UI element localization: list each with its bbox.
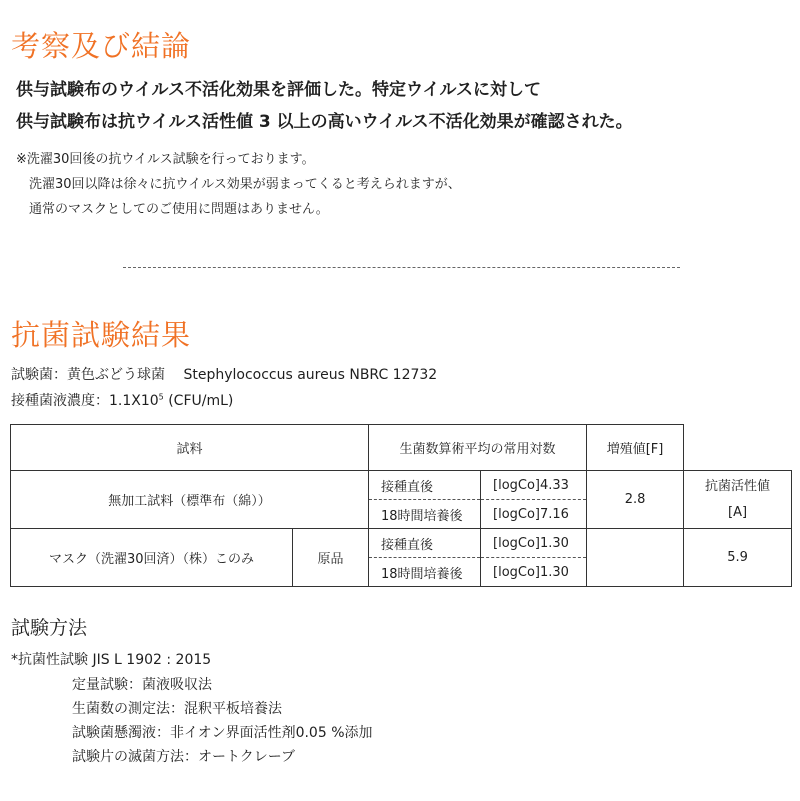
row2-t0-label: 接種直後: [369, 529, 481, 558]
method-item: 生菌数の測定法：混釈平板培養法: [72, 701, 282, 717]
activity-header: [684, 471, 792, 529]
header-growth: 増殖値[F]: [587, 425, 684, 471]
conclusion-title: 考察及び結論: [11, 29, 192, 63]
conclusion-notes: [16, 147, 461, 222]
method-item: 試験菌懸濁液：非イオン界面活性剤0.05 %添加: [72, 725, 373, 741]
row2-t18-value: [logCo]1.30: [481, 558, 587, 587]
activity-label: 抗菌活性値: [705, 478, 771, 494]
conclusion-text: [16, 74, 633, 138]
method-standard: *抗菌性試験 JIS L 1902 : 2015: [11, 652, 212, 668]
row2-sample: マスク（洗濯30回済）（株）このみ: [11, 529, 293, 587]
header-log-mean: 生菌数算術平均の常用対数: [369, 425, 587, 471]
note-line: 洗濯30回以降は徐々に抗ウイルス効果が弱まってくると考えられますが、: [29, 177, 461, 192]
test-info: [11, 362, 437, 414]
row1-t0-value: [logCo]4.33: [481, 471, 587, 500]
conclusion-line: 供与試験布は抗ウイルス活性値 3 以上の高いウイルス不活化効果が確認された。: [16, 112, 633, 132]
row1-growth: 2.8: [587, 471, 684, 529]
concentration-suffix: (CFU/mL): [163, 393, 234, 409]
note-line: ※洗濯30回後の抗ウイルス試験を行っております。: [16, 152, 315, 167]
header-empty: [684, 425, 792, 471]
concentration-prefix: 接種菌液濃度：1.1X10: [11, 393, 159, 409]
method-item: 試験片の滅菌方法：オートクレーブ: [72, 749, 296, 765]
row1-sample: 無加工試料（標準布（綿））: [11, 471, 369, 529]
method-items: [72, 673, 373, 769]
row1-t0-label: 接種直後: [369, 471, 481, 500]
conclusion-line: 供与試験布のウイルス不活化効果を評価した。特定ウイルスに対して: [16, 80, 541, 100]
section-divider: [123, 267, 680, 268]
method-title: 試験方法: [11, 617, 88, 639]
results-table: [10, 424, 792, 587]
concentration-exponent: 5: [158, 392, 164, 402]
row2-growth-empty: [587, 529, 684, 587]
row2-sub: 原品: [293, 529, 369, 587]
test-organism: 試験菌：黄色ぶどう球菌 Stephylococcus aureus NBRC 12732: [11, 367, 438, 383]
note-line: 通常のマスクとしてのご使用に問題はありません。: [29, 202, 329, 217]
inoculum-concentration: [11, 388, 437, 414]
activity-unit: [A]: [728, 504, 748, 520]
header-sample: 試料: [11, 425, 369, 471]
row1-t18-label: 18時間培養後: [369, 500, 481, 529]
row2-t0-value: [logCo]1.30: [481, 529, 587, 558]
row2-t18-label: 18時間培養後: [369, 558, 481, 587]
antibacterial-title: 抗菌試験結果: [11, 318, 192, 352]
row2-activity: 5.9: [684, 529, 792, 587]
row1-t18-value: [logCo]7.16: [481, 500, 587, 529]
method-item: 定量試験：菌液吸収法: [72, 677, 212, 693]
